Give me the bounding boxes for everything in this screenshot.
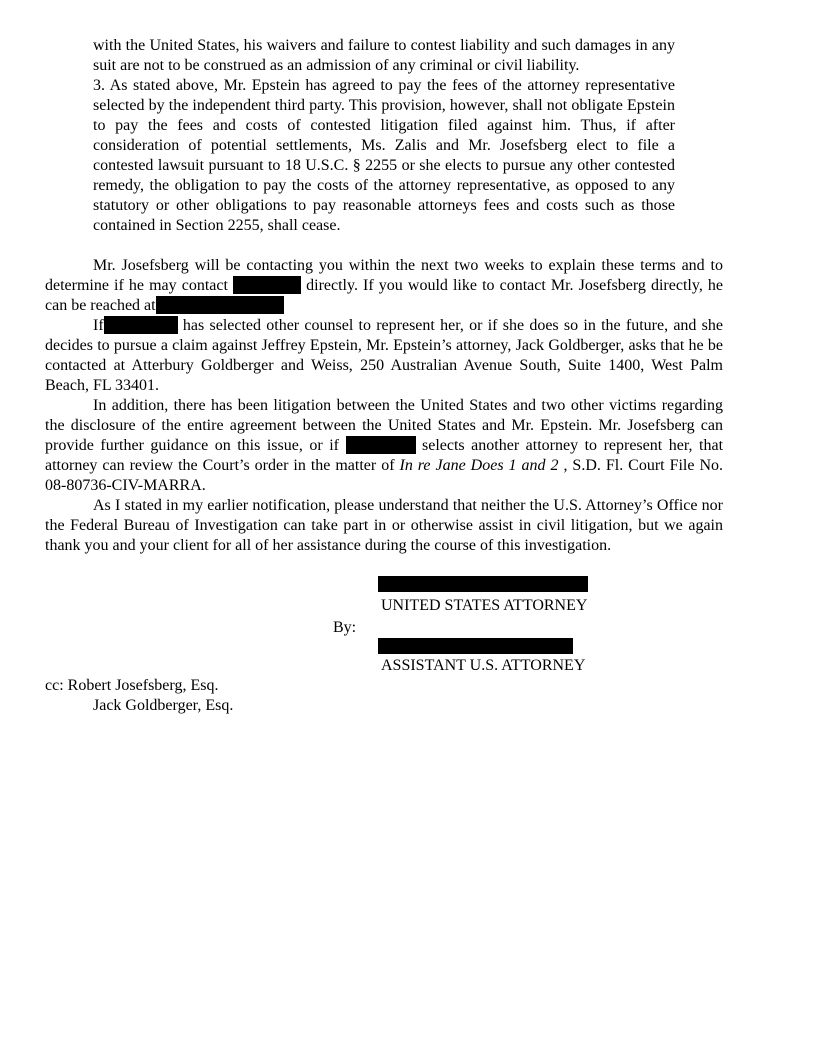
paragraph-litigation-text-b: selects another attorney to represent her, that attorney can review the Court’s order in the matter of — [45, 437, 724, 474]
paragraph-contact — [45, 256, 723, 316]
paragraph-other-counsel — [45, 316, 723, 396]
redacted-signature-name — [378, 576, 588, 592]
letter-body — [45, 256, 723, 556]
paragraph-contact-text-b: directly. If you would like to contact Mr. Josefsberg directly, he can be reached at — [45, 277, 724, 314]
redaction-bar — [233, 276, 301, 294]
signature-by-label: By: — [333, 619, 357, 636]
paragraph-litigation-text-c: , S.D. Fl. Court File No. 08-80736-CIV-MARRA. — [45, 457, 724, 494]
paragraph-other-counsel-text-a: If — [93, 317, 104, 334]
redacted-signature-name — [378, 638, 573, 654]
numbered-item-2-tail: with the United States, his waivers and failure to contest liability and such damages in any suit are not to be construed as an admission of any criminal or civil liability. — [93, 37, 675, 74]
cc-line-goldberger: Jack Goldberger, Esq. — [93, 697, 234, 714]
paragraph-litigation-text-a: In addition, there has been litigation between the United States and two other victims regarding the disclosure of the entire agreement between the United States and Mr. Epstein. Mr. Josefsberg can provide further guidance on this issue, or if — [45, 397, 723, 454]
paragraph-closing: As I stated in my earlier notification, please understand that neither the U.S. Attorney’s Office nor the Federal Bureau of Investigation can take part in or otherwise assist in civil litigation, but we again thank you and your client for all of her assistance during the course of this investigation. — [45, 497, 723, 554]
redaction-bar — [156, 296, 284, 314]
signature-title-assistant: ASSISTANT U.S. ATTORNEY — [381, 657, 586, 674]
case-name: In re Jane Does 1 and 2 — [399, 457, 559, 474]
redaction-bar — [104, 316, 178, 334]
redaction-bar — [346, 436, 416, 454]
paragraph-litigation — [45, 396, 723, 496]
numbered-item-3: 3. As stated above, Mr. Epstein has agreed to pay the fees of the attorney representative selected by the independent third party. This provision, however, shall not obligate Epstein to pay the fees and costs of contested litigation filed against him. Thus, if after consideration of potential settlements, Ms. Zalis and Mr. Josefsberg elect to file a contested lawsuit pursuant to 18 U.S.C. § 2255 or she elects to pursue any other contested remedy, the obligation to pay the costs of the attorney representative, as opposed to any statutory or other obligations to pay reasonable attorneys fees and costs such as those contained in Section 2255, shall cease. — [93, 77, 675, 234]
paragraph-other-counsel-text-b: has selected other counsel to represent her, or if she does so in the future, and she decides to pursue a claim against Jeffrey Epstein, Mr. Epstein’s attorney, Jack Goldberger, asks that he be contacted at Atterbury Goldberger and Weiss, 250 Australian Avenue South, Suite 1400, West Palm Beach, FL 33401. — [45, 317, 723, 394]
numbered-section — [93, 36, 675, 236]
signature-title-us-attorney: UNITED STATES ATTORNEY — [381, 597, 588, 614]
cc-block — [45, 676, 233, 716]
paragraph-contact-text-a: Mr. Josefsberg will be contacting you within the next two weeks to explain these terms and to determine if he may contact — [45, 257, 723, 294]
cc-line-josefsberg: cc: Robert Josefsberg, Esq. — [45, 677, 219, 694]
